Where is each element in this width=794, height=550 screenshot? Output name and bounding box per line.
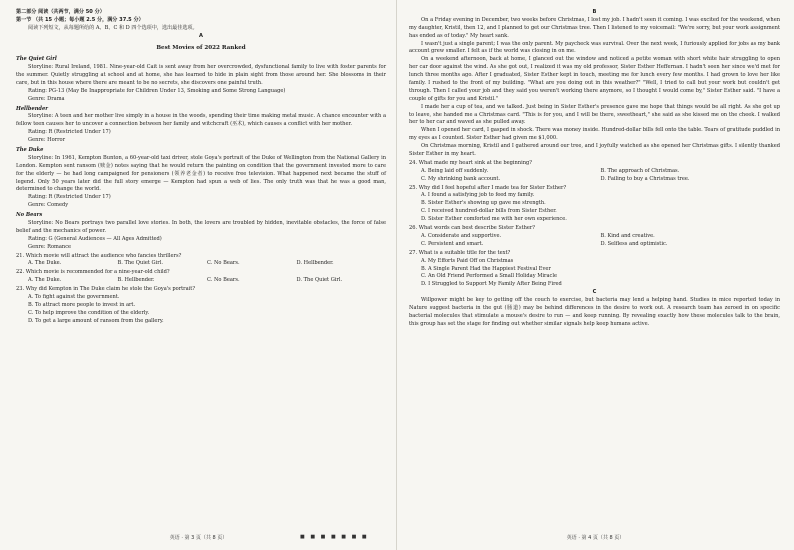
movie-title: The Duke bbox=[16, 147, 44, 154]
movie-entry bbox=[16, 56, 386, 103]
question-22 bbox=[16, 269, 386, 285]
option-c: C. I received hundred-dollar bills from Sister Esther. bbox=[421, 208, 557, 215]
footer-marks: ■ ■ ■ ■ ■ ■ ■ bbox=[300, 534, 369, 541]
question-stem: 24. What made my heart sink at the beginning? bbox=[409, 159, 532, 166]
passage-paragraph: I made her a cup of tea, and we talked. Just being in Sister Esther's presence gave me hope that things would be all right. As she got up to leave, she handed me a Christmas card. "This is for you, and I will be there, sweetheart," she said as she kissed me on the cheek. I walked her to her car and waved as she pulled away. bbox=[409, 103, 780, 126]
passage-paragraph: I wasn't just a single parent; I was the only parent. My paycheck was survival. Over the next week, I furiously applied for jobs as my bank account grew smaller. I felt as if the world was closing in on me. bbox=[409, 40, 780, 55]
movie-entry bbox=[16, 147, 386, 210]
option-a: A. Being laid off suddenly. bbox=[421, 167, 489, 174]
option-c: C. Persistent and smart. bbox=[421, 240, 484, 247]
passage-a-label: A bbox=[199, 32, 203, 39]
question-23 bbox=[16, 286, 386, 325]
question-stem: 22. Which movie is recommended for a nine-year-old child? bbox=[16, 269, 170, 276]
movie-list bbox=[16, 56, 386, 251]
movie-entry bbox=[16, 212, 386, 251]
option-b: B. A Single Parent Had the Happiest Festival Ever bbox=[421, 265, 551, 272]
option-d: D. Hellbender. bbox=[296, 260, 334, 267]
option-b: B. The Quiet Girl. bbox=[117, 260, 163, 267]
option-c: C. My shrinking bank account. bbox=[421, 175, 501, 182]
movie-genre: Genre: Romance bbox=[28, 243, 72, 250]
passage-a-title: Best Movies of 2022 Ranked bbox=[156, 44, 246, 51]
option-a: A. The Duke. bbox=[28, 277, 62, 284]
movie-storyline: Storyline: Rural Ireland, 1981. Nine-year-old Cait is sent away from her overcrowded, dysfunctional family to live with foster parents for the summer. Quietly struggling at school and at home, she has learned to hide in plain sight from those around her. She blossoms in their care, but in this house where there are meant to be no secrets, she discovers one painful truth. bbox=[16, 64, 386, 86]
question-stem: 26. What words can best describe Sister Esther? bbox=[409, 225, 536, 232]
page-footer-left: 英语 · 第 3 页（共 8 页） bbox=[169, 535, 228, 542]
instructions: 阅读下列短文，从每题所给的 A、B、C 和 D 四个选项中，选出最佳选项。 bbox=[28, 24, 198, 31]
question-stem: 25. Why did I feel hopeful after I made tea for Sister Esther? bbox=[409, 184, 567, 191]
movie-title: No Bears bbox=[16, 212, 43, 219]
passage-paragraph: On a weekend afternoon, back at home, I glanced out the window and noticed a petite woman with short white hair struggling to open her car door against the wind. As she got out, I realized it was my old professor, Sister Esther Heffernan. I hadn't seen her since we'd met for lunch three months ago. After I graduated, Sister Esther kept in touch, meeting me for lunch every few months. I had grown to love her like family. I rushed to the front of my building. "What are you doing out in this weather?" "Well, I tried to call but your work but couldn't get through. Then I called your job and they said you weren't working there anymore, so I thought I would come by," Sister Esther said. "I have a couple of gifts for you and Kristil." bbox=[409, 56, 780, 102]
movie-title: Hellbender bbox=[16, 105, 48, 112]
option-d: D. Failing to buy a Christmas tree. bbox=[600, 175, 690, 182]
option-a: A. Considerate and supportive. bbox=[421, 232, 502, 239]
question-stem: 27. What is a suitable title for the text? bbox=[409, 249, 511, 256]
passage-b-label: B bbox=[592, 9, 597, 15]
option-d: D. The Quiet Girl. bbox=[296, 277, 343, 284]
option-a: A. To fight against the government. bbox=[28, 294, 120, 301]
option-d: D. To get a large amount of ransom from the gallery. bbox=[28, 317, 164, 324]
movie-rating: Rating: PG-13 (May Be Inappropriate for Children Under 13, Smoking and Some Strong Language) bbox=[28, 87, 286, 94]
question-stem: 21. Which movie will attract the audience who fancies thrillers? bbox=[16, 252, 182, 259]
movie-rating: Rating: G (General Audiences — All Ages Admitted) bbox=[28, 235, 162, 242]
option-d: D. Selfless and optimistic. bbox=[600, 240, 668, 247]
movie-rating: Rating: R (Restricted Under 17) bbox=[28, 129, 111, 136]
passage-c-label: C bbox=[592, 289, 597, 296]
option-b: B. To attract more people to invest in art. bbox=[28, 301, 136, 308]
passage-c-text: Willpower might be key to getting off the couch to exercise, but bacteria may lend a helping hand. Studies in mice reported today in Nature suggest bacteria in the gut (肠道) may be behind differences in the desire to work out. A research team has zeroed in on specific bacterial molecules that stimulate a mouse's desire to run — and keep running. By revealing exactly how these molecules talk to the brain, this group has set the stage for finding out whether similar signals help keep humans active. bbox=[409, 297, 780, 327]
passage-paragraph: When I opened her card, I gasped in shock. There was money inside. Hundred-dollar bills fell onto the table. Tears of gratitude puddled in my eyes as I counted. Sister Esther had given me $1,000. bbox=[409, 127, 780, 142]
option-b: B. Kind and creative. bbox=[600, 232, 655, 239]
question-27 bbox=[409, 250, 780, 289]
option-b: B. Sister Esther's showing up gave me strength. bbox=[421, 200, 546, 207]
question-24 bbox=[409, 160, 780, 184]
part-header: 第二部分 阅读（共两节，满分 50 分） bbox=[16, 9, 105, 15]
option-d: D. Sister Esther comforted me with her own experience. bbox=[421, 216, 567, 223]
right-page bbox=[397, 0, 794, 550]
movie-storyline: Storyline: A teen and her mother live simply in a house in the woods, spending their time making metal music. A chance encounter with a fellow teen causes her to uncover a connection between her family and witchcraft (巫术), which causes a conflict with her mother. bbox=[16, 113, 386, 128]
passage-paragraph: On Christmas morning, Kristil and I gathered around our tree, and I joyfully watched as she opened her Christmas gifts. I silently thanked Sister Esther in my heart. bbox=[409, 143, 780, 158]
question-25 bbox=[409, 185, 780, 224]
question-21 bbox=[16, 253, 386, 269]
movie-rating: Rating: R (Restricted Under 17) bbox=[28, 194, 111, 201]
page-footer-right: 英语 · 第 4 页（共 8 页） bbox=[566, 535, 625, 542]
option-a: A. My Efforts Paid Off on Christmas bbox=[421, 257, 514, 264]
option-c: C. An Old Friend Performed a Small Holiday Miracle bbox=[421, 273, 558, 280]
option-c: C. To help improve the condition of the elderly. bbox=[28, 309, 150, 316]
option-a: A. I found a satisfying job to feed my family. bbox=[421, 192, 535, 199]
movie-genre: Genre: Horror bbox=[28, 137, 66, 144]
movie-genre: Genre: Drama bbox=[28, 95, 65, 102]
movie-storyline: Storyline: In 1961, Kempton Bunton, a 60-year-old taxi driver, stole Goya's portrait of the Duke of Wellington from the National Gallery in London. Kempton sent ransom (赎金) notes saying that he would return the painting on condition that the government invested more to care for the elderly — he had long campaigned for pensioners (领养老金者) to receive free television. What happened next became the stuff of legend. Only 50 years later did the full story emerge — Kempton had spun a web of lies. The only truth was that he was a good man, determined to change the world. bbox=[16, 154, 386, 193]
option-b: B. Hellbender. bbox=[117, 277, 155, 284]
question-stem: 23. Why did Kempton in The Duke claim he stole the Goya's portrait? bbox=[16, 286, 196, 293]
movie-storyline: Storyline: No Bears portrays two parallel love stories. In both, the lovers are troubled by hidden, inevitable obstacles, the force of false belief and the mechanics of power. bbox=[16, 220, 386, 234]
movie-title: The Quiet Girl bbox=[16, 56, 57, 63]
section-header: 第一节 （共 15 小题；每小题 2.5 分，满分 37.5 分） bbox=[16, 16, 144, 23]
movie-entry bbox=[16, 106, 386, 145]
option-c: C. No Bears. bbox=[207, 277, 240, 284]
movie-genre: Genre: Comedy bbox=[28, 202, 69, 209]
passage-paragraph: On a Friday evening in December, two weeks before Christmas, I lost my job. I hadn't seen it coming. I was excited for the weekend, when my daughter, Kristil, then 12, and I planned to get our Christmas tree. Then I listened to my voicemail: "We're sorry, but your work assignment has ended as of today." My heart sank. bbox=[409, 16, 780, 39]
option-b: B. The approach of Christmas. bbox=[600, 167, 680, 174]
option-a: A. The Duke. bbox=[28, 260, 62, 267]
question-26 bbox=[409, 225, 780, 249]
option-d: D. I Struggled to Support My Family After Being Fired bbox=[421, 281, 562, 288]
option-c: C. No Bears. bbox=[207, 260, 240, 267]
